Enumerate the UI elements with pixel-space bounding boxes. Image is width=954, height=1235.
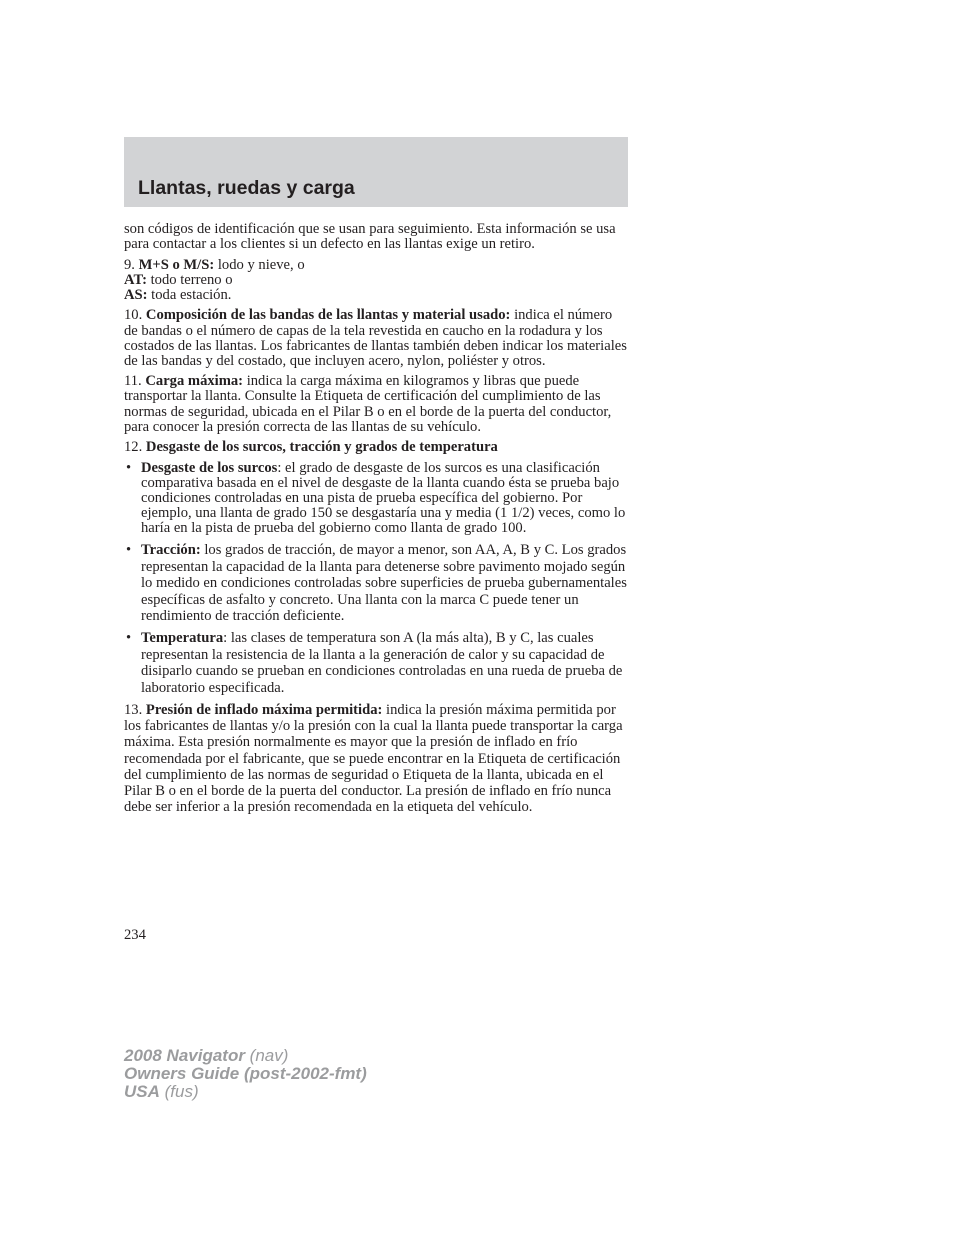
bullet-treadwear xyxy=(124,461,629,536)
item-9-ms-text: lodo y nieve, o xyxy=(217,256,305,273)
item-11-label: Carga máxima: xyxy=(145,373,244,390)
footer-market: USA xyxy=(124,1082,160,1101)
item-13-number: 13. xyxy=(124,701,143,718)
item-9-ms-label: M+S o M/S: xyxy=(138,256,215,273)
bullet-traction-label: Tracción: xyxy=(141,542,201,559)
item-11-number: 11. xyxy=(124,373,142,390)
item-12-label: Desgaste de los surcos, tracción y grados de temperatura xyxy=(145,439,498,456)
item-11-text: indica la carga máxima en kilogramos y libras que puede transportar la llanta. Consulte la Etiqueta de certificación del cumplimiento de las normas de seguridad, ubicada en el Pilar B o en el borde de la puerta del conductor, para conocer la presión correcta de las llantas de su vehículo. xyxy=(124,373,612,435)
bullet-traction xyxy=(124,542,629,624)
item-13-label: Presión de inflado máxima permitida: xyxy=(145,701,383,718)
footer-market-code: (fus) xyxy=(159,1082,199,1101)
item-9 xyxy=(124,258,629,303)
item-10-text: indica el número de bandas o el número de capas de la tela revestida en caucho en la rodadura y los costados de las llantas. Los fabricantes de llantas también deben indicar los materiales de las bandas y del costado, que incluyen acero, nylon, poliéster y otros. xyxy=(124,307,627,369)
footer-line-1 xyxy=(124,1047,367,1065)
footer-line-3 xyxy=(124,1083,367,1101)
footer-model-code: (nav) xyxy=(244,1046,289,1065)
item-11 xyxy=(124,374,629,434)
item-9-as-label: AS: xyxy=(124,286,148,303)
item-9-number: 9. xyxy=(124,256,135,273)
bullet-dot-icon: • xyxy=(126,542,132,559)
item-12-bullet-list xyxy=(124,461,629,696)
bullet-traction-text: los grados de tracción, de mayor a menor, son AA, A, B y C. Los grados representan la capacidad de la llanta para detenerse sobre pavimento mojado según lo medido en condiciones controladas sobre superficies de prueba gubernamentales específicas de asfalto y concreto. Una llanta con la marca C puede tener un rendimiento de tracción deficiente. xyxy=(141,542,627,624)
document-footer xyxy=(124,1047,367,1101)
item-9-as-text: toda estación. xyxy=(151,286,232,303)
footer-line-2 xyxy=(124,1065,367,1083)
section-header xyxy=(124,137,628,207)
bullet-treadwear-label: Desgaste de los surcos xyxy=(141,459,278,476)
page-content xyxy=(124,222,629,821)
item-13-text: indica la presión máxima permitida por los fabricantes de llantas y/o la presión con la cual la llanta puede transportar la carga máxima. Esta presión normalmente es mayor que la presión de inflado en frío recomendada por el fabricante, que se puede encontrar en la Etiqueta de certificación del cumplimiento de las normas de seguridad o Etiqueta de la llanta, ubicada en el Pilar B o en el borde de la puerta del conductor. La presión de inflado en frío nunca debe ser inferior a la presión recomendada en la etiqueta del vehículo. xyxy=(124,701,623,816)
item-12 xyxy=(124,440,629,455)
intro-paragraph: son códigos de identificación que se usan para seguimiento. Esta información se usa para contactar a los clientes si un defecto en las llantas exige un retiro. xyxy=(124,221,616,253)
footer-guide: Owners Guide (post-2002-fmt) xyxy=(124,1064,367,1083)
bullet-temperature xyxy=(124,630,629,696)
item-9-at-text: todo terreno o xyxy=(150,271,233,288)
bullet-dot-icon: • xyxy=(126,630,132,647)
item-10-label: Composición de las bandas de las llantas y material usado: xyxy=(145,307,511,324)
item-10 xyxy=(124,308,629,368)
footer-model: 2008 Navigator xyxy=(124,1046,245,1065)
item-10-number: 10. xyxy=(124,307,143,324)
bullet-treadwear-text: : el grado de desgaste de los surcos es una clasificación comparativa basada en el nivel de desgaste de la llanta cuando ésta se prueba bajo condiciones controladas en una pista de prueba específica del gobierno. Por ejemplo, una llanta de grado 150 se desgastaría una y media (1 1/2) veces, como lo haría en la pista de prueba del gobierno como llanta de grado 100. xyxy=(141,459,626,537)
bullet-temperature-text: : las clases de temperatura son A (la más alta), B y C, las cuales representan la resistencia de la llanta a la generación de calor y su capacidad de disiparlo cuando se prueban en condiciones controladas en una rueda de prueba de laboratorio especificada. xyxy=(141,630,623,696)
bullet-dot-icon: • xyxy=(126,459,132,476)
section-title: Llantas, ruedas y carga xyxy=(138,177,355,199)
item-9-at-label: AT: xyxy=(124,271,147,288)
page-number: 234 xyxy=(124,927,146,943)
item-13 xyxy=(124,702,629,815)
bullet-temperature-label: Temperatura xyxy=(141,630,224,647)
item-12-number: 12. xyxy=(124,439,143,456)
